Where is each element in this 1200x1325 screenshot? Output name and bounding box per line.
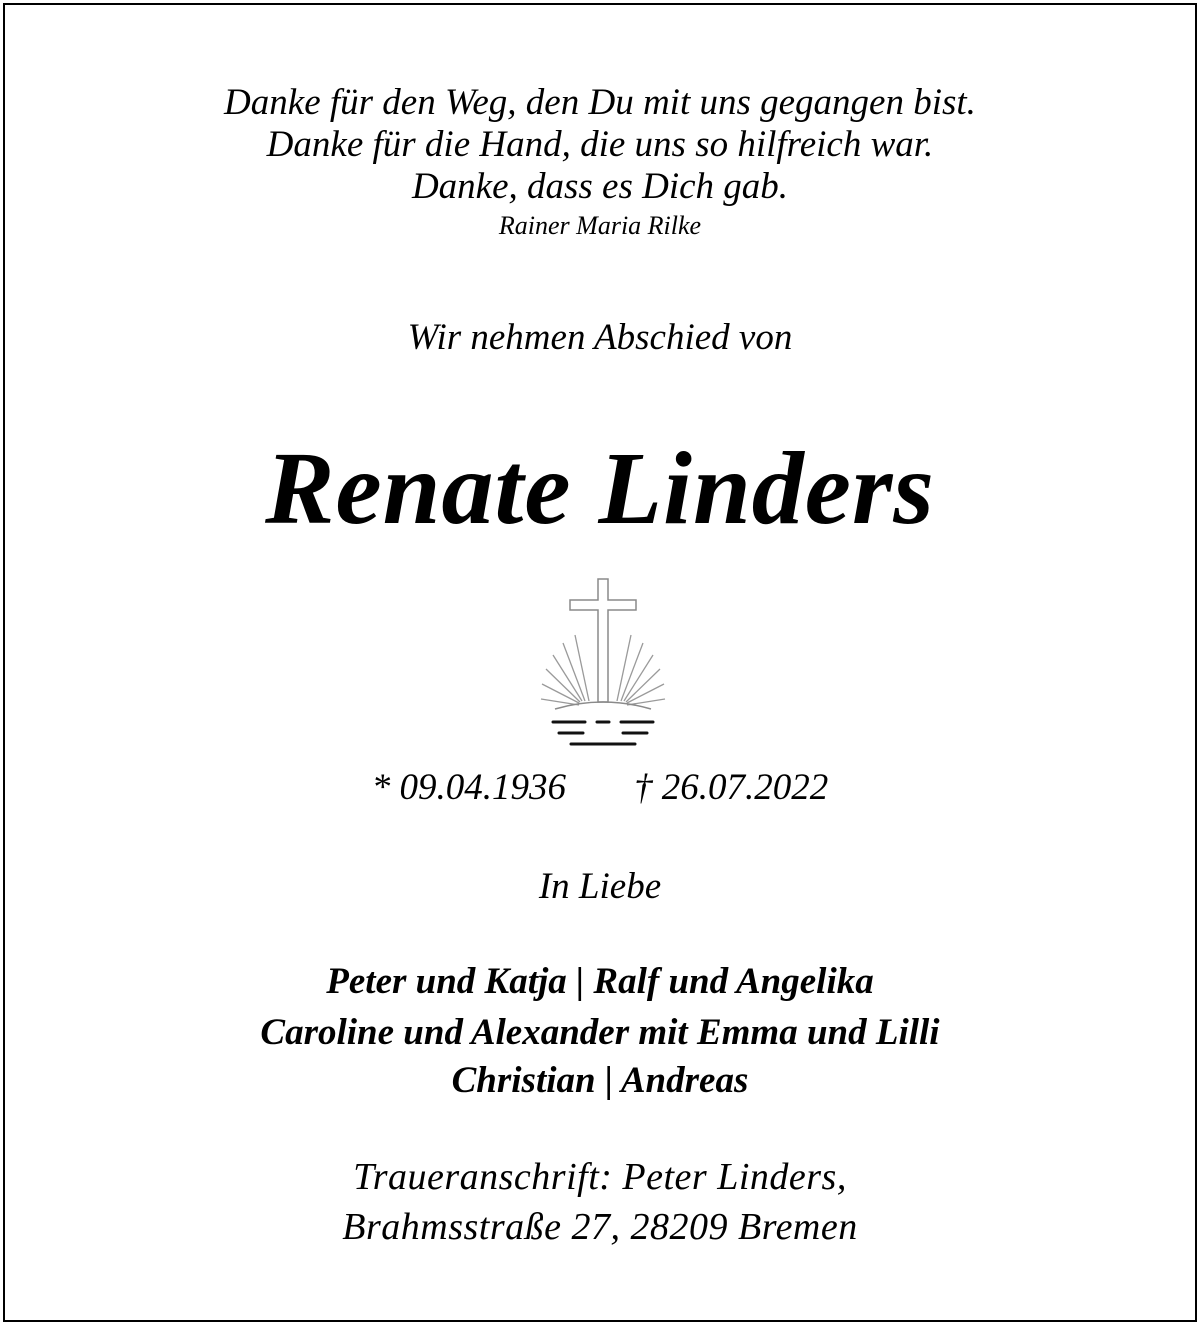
cross-with-sun-rays-icon — [535, 573, 671, 753]
quote-author: Rainer Maria Rilke — [498, 211, 702, 240]
family-line-1: Peter und Katja | Ralf und Angelika — [326, 961, 874, 1002]
quote-line-1: Danke für den Weg, den Du mit uns gegangen bist. — [224, 82, 976, 123]
obituary-card — [3, 3, 1197, 1322]
family-line-3: Christian | Andreas — [451, 1060, 749, 1101]
mourning-address-line-1: Traueranschrift: Peter Linders, — [353, 1156, 847, 1198]
quote-line-3: Danke, dass es Dich gab. — [411, 166, 789, 207]
death-date: † 26.07.2022 — [634, 767, 829, 808]
farewell-intro: Wir nehmen Abschied von — [407, 317, 793, 358]
birth-date: * 09.04.1936 — [371, 767, 566, 808]
life-dates — [5, 766, 1195, 809]
family-line-2: Caroline und Alexander mit Emma und Lilli — [260, 1012, 940, 1053]
closing-words: In Liebe — [538, 866, 662, 907]
deceased-name: Renate Linders — [265, 431, 935, 546]
mourning-address-line-2: Brahmsstraße 27, 28209 Bremen — [342, 1206, 858, 1248]
quote-line-2: Danke für die Hand, die uns so hilfreich war. — [266, 124, 934, 165]
